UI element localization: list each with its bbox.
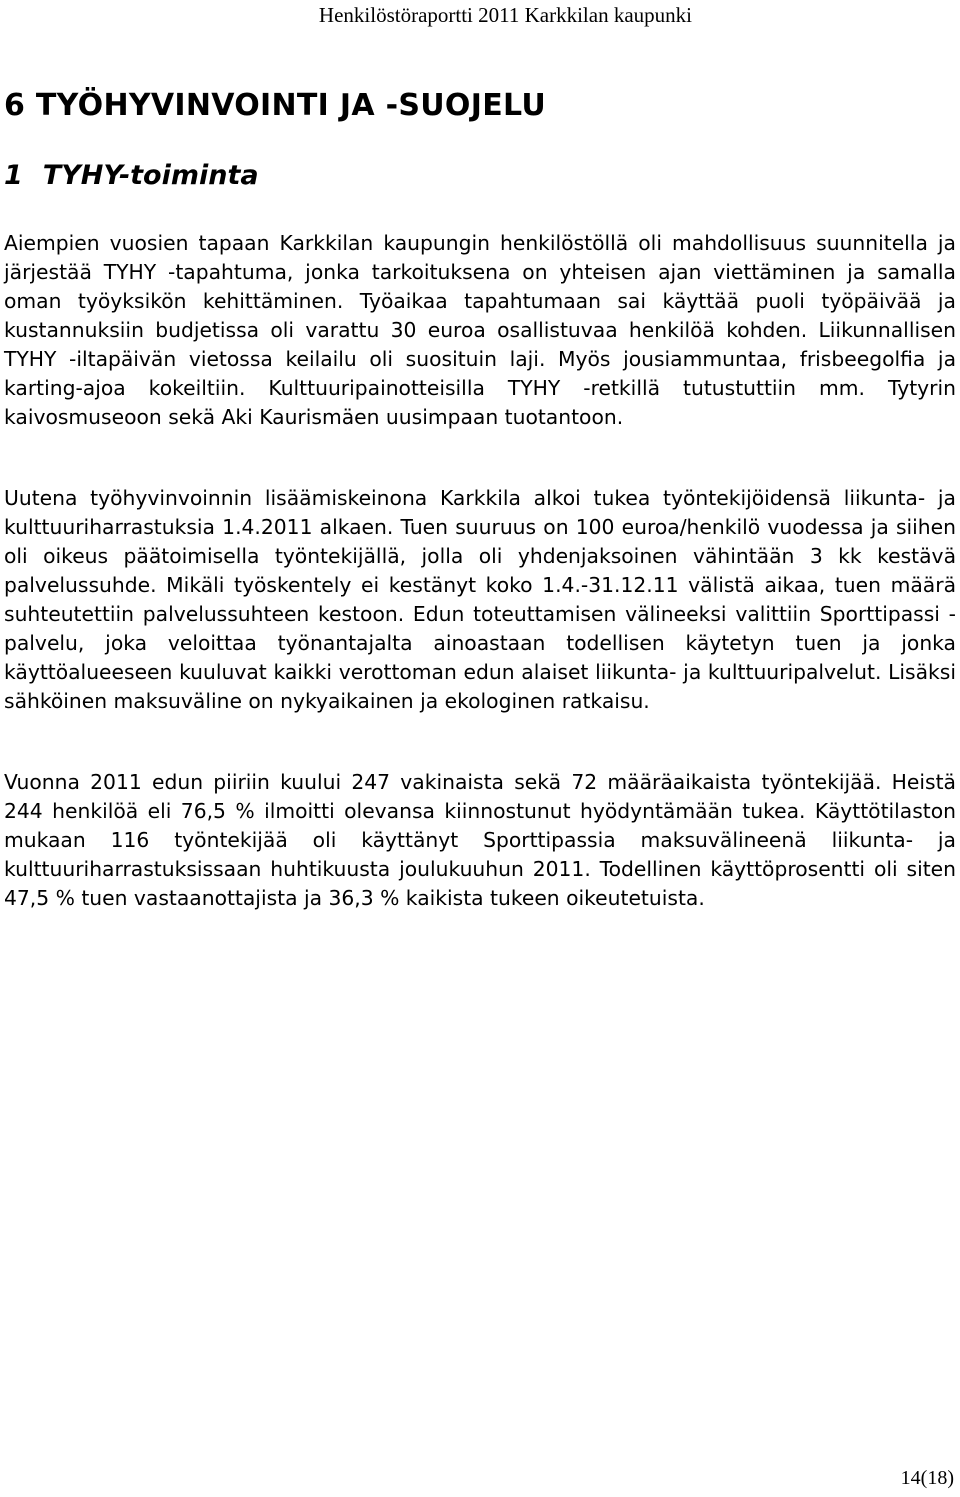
paragraph-usage-statistics: Vuonna 2011 edun piiriin kuului 247 vakinaista sekä 72 määräaikaista työntekijää. Heistä 244 henkilöä eli 76,5 % ilmoitti olevansa kiinnostunut hyödyntämään tukea. Käyttötilaston mukaan 116 työntekijää oli käyttänyt Sporttipassia maksuvälineenä liikunta- ja kulttuuriharrastuksissaan huhtikuusta joulukuuhun 2011. Todellinen käyttöprosentti oli siten 47,5 % tuen vastaanottajista ja 36,3 % kaikista tukeen oikeutetuista. bbox=[4, 770, 956, 910]
paragraph-hobby-support: Uutena työhyvinvoinnin lisäämiskeinona Karkkila alkoi tukea työntekijöidensä liikunta- ja kulttuuriharrastuksia 1.4.2011 alkaen. Tuen suuruus on 100 euroa/henkilö vuodessa ja siihen oli oikeus päätoimisella työntekijällä, jolla oli yhdenjaksoinen vähintään 3 kk kestävä palvelussuhde. Mikäli työskentely ei kestänyt koko 1.4.-31.12.11 välistä aikaa, tuen määrä suhteutettiin palvelussuhteen kestoon. Edun toteuttamisen välineeksi valittiin Sporttipassi -palvelu, joka veloittaa työnantajalta ainoastaan todellisen käytetyn tuen ja jonka käyttöalueeseen kuuluvat kaikki verottoman edun alaiset liikunta- ja kulttuuripalvelut. Lisäksi sähköinen maksuväline on nykyaikainen ja ekologinen ratkaisu. bbox=[4, 486, 956, 713]
page-number: 14(18) bbox=[900, 1467, 954, 1489]
subsection-title: TYHY-toiminta bbox=[42, 160, 259, 191]
subsection-heading bbox=[4, 160, 259, 191]
section-heading: 6 TYÖHYVINVOINTI JA -SUOJELU bbox=[4, 88, 546, 123]
subsection-number: 1 bbox=[4, 160, 23, 191]
running-header: Henkilöstöraportti 2011 Karkkilan kaupunki bbox=[318, 3, 692, 27]
paragraph-tyhy-events: Aiempien vuosien tapaan Karkkilan kaupungin henkilöstöllä oli mahdollisuus suunnitella ja järjestää TYHY -tapahtuma, jonka tarkoituksena on yhteisen ajan viettäminen ja samalla oman työyksikön kehittäminen. Työaikaa tapahtumaan sai käyttää puoli työpäivää ja kustannuksiin budjetissa oli varattu 30 euroa osallistuvaa henkilöä kohden. Liikunnallisen TYHY -iltapäivän vietossa keilailu oli suosituin laji. Myös jousiammuntaa, frisbeegolfia ja karting-ajoa kokeiltiin. Kulttuuripainotteisilla TYHY -retkillä tutustuttiin mm. Tytyrin kaivosmuseoon sekä Aki Kaurismäen uusimpaan tuotantoon. bbox=[4, 231, 956, 429]
